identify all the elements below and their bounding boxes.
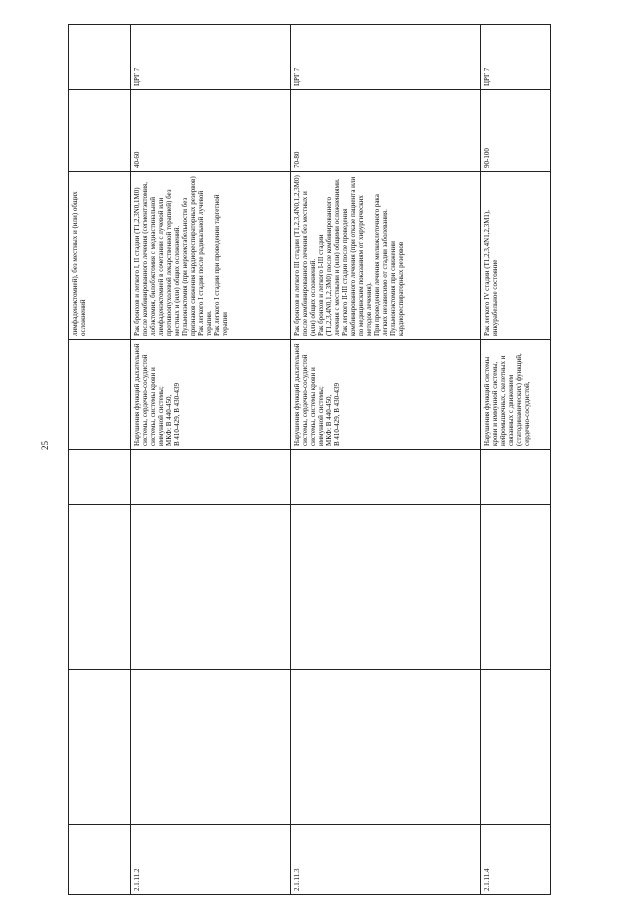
code-cell bbox=[69, 825, 131, 895]
disability-criteria-table bbox=[68, 24, 551, 895]
group-cell: ЦРГ 7 bbox=[291, 25, 481, 90]
diagnosis-cell: Рак легкого IV стадии (T1,2,3,4N1,2,3M1), инкурабельное состояние bbox=[481, 172, 551, 340]
percent-cell: 40-60 bbox=[131, 90, 291, 172]
disorders-cell bbox=[69, 340, 131, 450]
diagnosis-cell: Рак бронхов и легкого I, II стадии (T1,2,3N0,1M0) после комбинированного лечения (сегментэктомия, лобэктомия, билобэктомия с медиастинальной лимфаденэктомией в сочетании с лучевой или противоопухолевой лекарственной терапией) без местных и (или) общих осложнений. Пульмонэктомия (при нерезектабельности без признаков снижения кардиореспираторных резервов) Рак легкого I стадии после радикальной лучевой терапии. Рак легкого I стадии при проведении таргетной терапии bbox=[131, 172, 291, 340]
page-number: 25 bbox=[40, 441, 50, 450]
table-row bbox=[69, 25, 131, 895]
code-cell: 2.1.11.3 bbox=[291, 825, 481, 895]
disorders-cell: Нарушения функций дыхательной системы, сердечно-сосудистой системы, системы крови и иммунной системы; МКФ: В 440-450, В 410-429, В 430-439 bbox=[131, 340, 291, 450]
group-cell: ЦРГ 7 bbox=[131, 25, 291, 90]
disorders-cell: Нарушения функций дыхательной системы, сердечно-сосудистой системы, системы крови и иммунной системы; МКФ: В 440-450, В 410-429, В 430-439 bbox=[291, 340, 481, 450]
code-cell: 2.1.11.4 bbox=[481, 825, 551, 895]
diagnosis-cell: лимфаденэктомией), без местных и (или) общих осложнений bbox=[69, 172, 131, 340]
percent-cell: 70-80 bbox=[291, 90, 481, 172]
percent-cell bbox=[69, 90, 131, 172]
table-row bbox=[131, 25, 291, 895]
rotated-table-wrapper bbox=[68, 25, 550, 895]
group-cell bbox=[69, 25, 131, 90]
percent-cell: 90-100 bbox=[481, 90, 551, 172]
table-row bbox=[481, 25, 551, 895]
group-cell: ЦРГ 7 bbox=[481, 25, 551, 90]
disorders-cell: Нарушения функций системы крови и иммунной системы, нейромышечных, скелетных и связанных с движением (статодинамических) функций, сердечно-сосудистой, bbox=[481, 340, 551, 450]
code-cell: 2.1.11.2 bbox=[131, 825, 291, 895]
table-row bbox=[291, 25, 481, 895]
diagnosis-cell: Рак бронхов и легкого III стадии (T1,2,3,4N0,1,2,3M0) после комбинированного лечения без местных и (или) общих осложнений. Рак бронхов и легкого I-III стадии (T1,2,3,4N0,1,2,3M0) после комбинированного лечения с местными и (или) общими осложнениями. Рак легкого II-III стадии после проведения комбинированного лечения (при отказе пациента или по медицинским показаниям от хирургических методов лечения). При проведении лечения мелкоклеточного рака легких независимо от стадии заболевания. Пульмонэктомия при снижении кардиореспираторных резервов bbox=[291, 172, 481, 340]
